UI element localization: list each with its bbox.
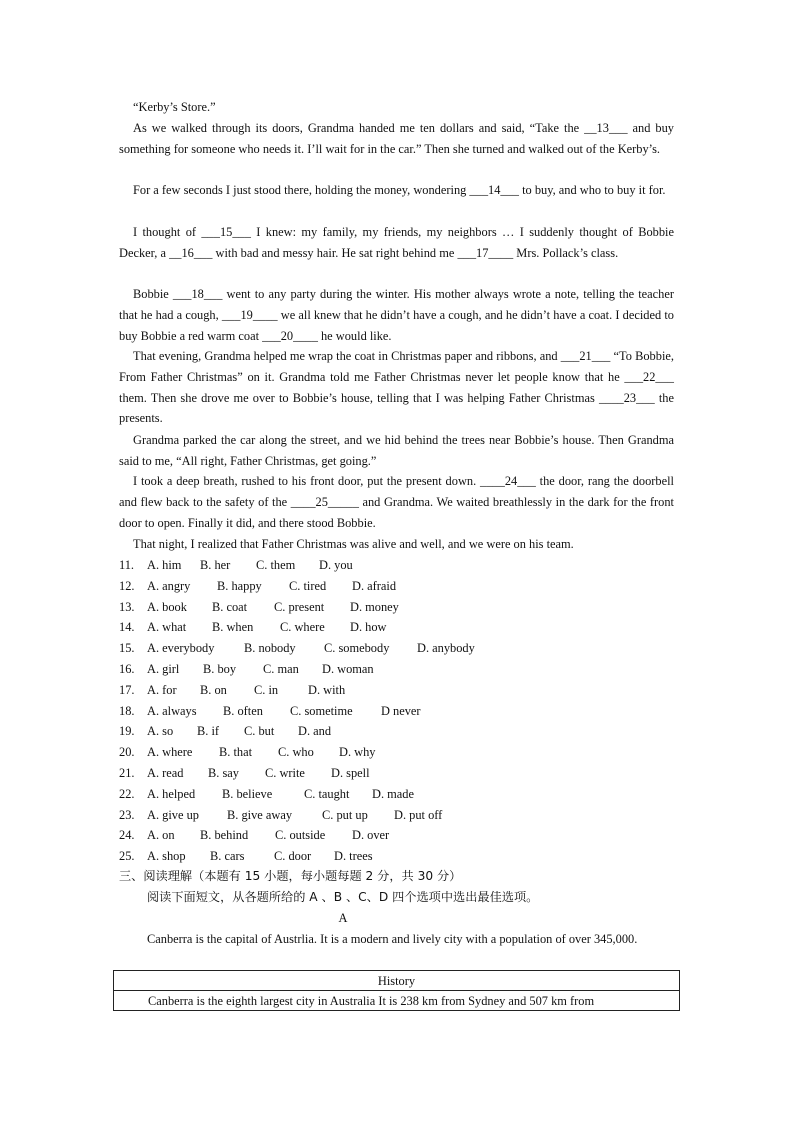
option-choice: B. boy [203,662,237,676]
option-choice: A. helped [147,786,196,801]
option-choice: B. that [219,745,253,760]
question-number: 12. [119,578,135,593]
option-choice: C. tired [289,578,327,593]
option-choice: A. for [147,682,177,697]
option-choice: D. woman [322,662,374,676]
option-choice: C. put up [322,807,368,822]
option-choice: C. outside [275,828,326,843]
question-number: 15. [119,641,135,656]
option-choice: D. afraid [352,578,397,593]
option-choice: A. what [147,620,187,635]
option-choice: C. where [280,620,325,635]
option-choice: C. in [254,682,279,697]
question-number: 14. [119,620,135,635]
option-choice: C. them [256,558,296,572]
option-choice: A. give up [147,807,199,822]
option-choice: A. angry [147,578,191,593]
option-choice: D. why [339,745,376,760]
question-number: 22. [119,786,135,801]
option-choice: C. taught [304,786,350,801]
option-choice: D. spell [331,766,370,780]
option-choice: B. on [200,682,227,697]
option-choice: B. coat [212,599,248,614]
option-choice: C. who [278,745,314,760]
option-choice: D. made [372,786,414,801]
question-number: 13. [119,599,135,614]
option-choice: B. when [212,620,254,635]
passage-paragraph: Grandma parked the car along the street, and we hid behind the trees near Bobbie’s house. Then Grandma said to me, “All right, Father Christmas, get going.” [119,433,674,468]
passage-letter: A [338,911,348,925]
option-choice: D. and [298,724,332,739]
option-choice: D. put off [394,807,443,822]
option-choice: D. money [350,599,399,614]
option-choice: B. believe [222,786,273,801]
option-choice: B. happy [217,578,262,593]
option-choice: D. over [352,828,390,843]
option-choice: A. so [147,724,174,739]
option-choice: B. say [208,766,239,780]
option-choice: D. trees [334,849,373,864]
option-choice: B. nobody [244,641,296,656]
option-choice: B. cars [210,849,245,864]
option-choice: C. write [265,766,305,780]
option-choice: D. anybody [417,641,475,656]
option-choice: D. how [350,620,387,635]
option-choice: A. read [147,766,184,780]
table-header: History [114,971,679,991]
option-choice: A. him [147,558,182,572]
reading-intro: Canberra is the capital of Austrlia. It is a modern and lively city with a population of over 345,000. [147,932,638,946]
option-choice: A. girl [147,662,180,676]
passage-paragraph: For a few seconds I just stood there, holding the money, wondering ___14___ to buy, and who to buy it for. [133,183,666,197]
question-number: 16. [119,662,135,676]
passage-paragraph: I took a deep breath, rushed to his front door, put the present down. ____24___ the door, rang the doorbell and flew back to the safety of the ____25_____ and Grandma. We waited breathlessly in the dark for the front door to open. Finally it did, and there stood Bobbie. [119,474,674,530]
option-choice: A. always [147,703,197,718]
passage-paragraph: That night, I realized that Father Christmas was alive and well, and we were on his team. [133,537,574,551]
question-number: 11. [119,558,135,572]
option-choice: A. where [147,745,193,760]
option-choice: B. give away [227,807,293,822]
question-number: 24. [119,828,135,843]
passage-paragraph: That evening, Grandma helped me wrap the coat in Christmas paper and ribbons, and ___21___ “To Bobbie, From Father Christmas” on it. Grandma told me Father Christmas never let people know that he ___22___ them. Then she drove me over to Bobbie’s house, telling that I was helping Father Christmas ____23___ the presents. [119,349,674,426]
question-number: 20. [119,745,135,760]
option-choice: B. if [197,724,220,739]
option-choice: A. everybody [147,641,215,656]
option-choice: D. you [319,558,353,572]
option-choice: A. book [147,599,187,614]
question-number: 19. [119,724,135,739]
option-choice: C. sometime [290,703,353,718]
passage-paragraph: I thought of ___15___ I knew: my family, my friends, my neighbors … I suddenly thought of Bobbie Decker, a __16___ with bad and messy hair. He sat right behind me ___17____ Mrs. Pollack’s class. [119,225,674,260]
option-choice: C. door [274,849,312,864]
passage-paragraph: Bobbie ___18___ went to any party during the winter. His mother always wrote a note, telling the teacher that he had a cough, ___19____ we all knew that he didn’t have a cough, and he didn’t have a coat. I decided to buy Bobbie a red warm coat ___20____ he would like. [119,287,674,343]
question-number: 23. [119,807,135,822]
option-choice: C. man [263,662,299,676]
option-choice: C. but [244,724,275,739]
option-choice: D. with [308,682,346,697]
info-table [113,970,680,1011]
option-choice: A. on [147,828,175,843]
passage-paragraph: As we walked through its doors, Grandma handed me ten dollars and said, “Take the __13___ and buy something for someone who needs it. I’ll wait for in the car.” Then she turned and walked out of the Kerby’s. [119,121,674,156]
option-choice: A. shop [147,849,186,864]
option-choice: C. somebody [324,641,390,656]
option-choice: B. often [223,703,263,718]
section-instruction: 阅读下面短文，从各题所给的 A 、B 、C、D 四个选项中选出最佳选项。 [147,890,539,904]
question-number: 25. [119,849,135,864]
passage-paragraph: “Kerby’s Store.” [133,100,216,114]
option-choice: B. behind [200,828,249,843]
option-choice: C. present [274,599,325,614]
question-number: 18. [119,703,135,718]
table-row: Canberra is the eighth largest city in Australia It is 238 km from Sydney and 507 km from [148,994,595,1008]
question-number: 17. [119,682,135,697]
question-number: 21. [119,766,135,780]
section-title: 三、阅读理解（本题有 15 小题，每小题每题 2 分，共 30 分） [119,869,462,883]
option-choice: B. her [200,558,231,572]
option-choice: D never [381,703,421,718]
